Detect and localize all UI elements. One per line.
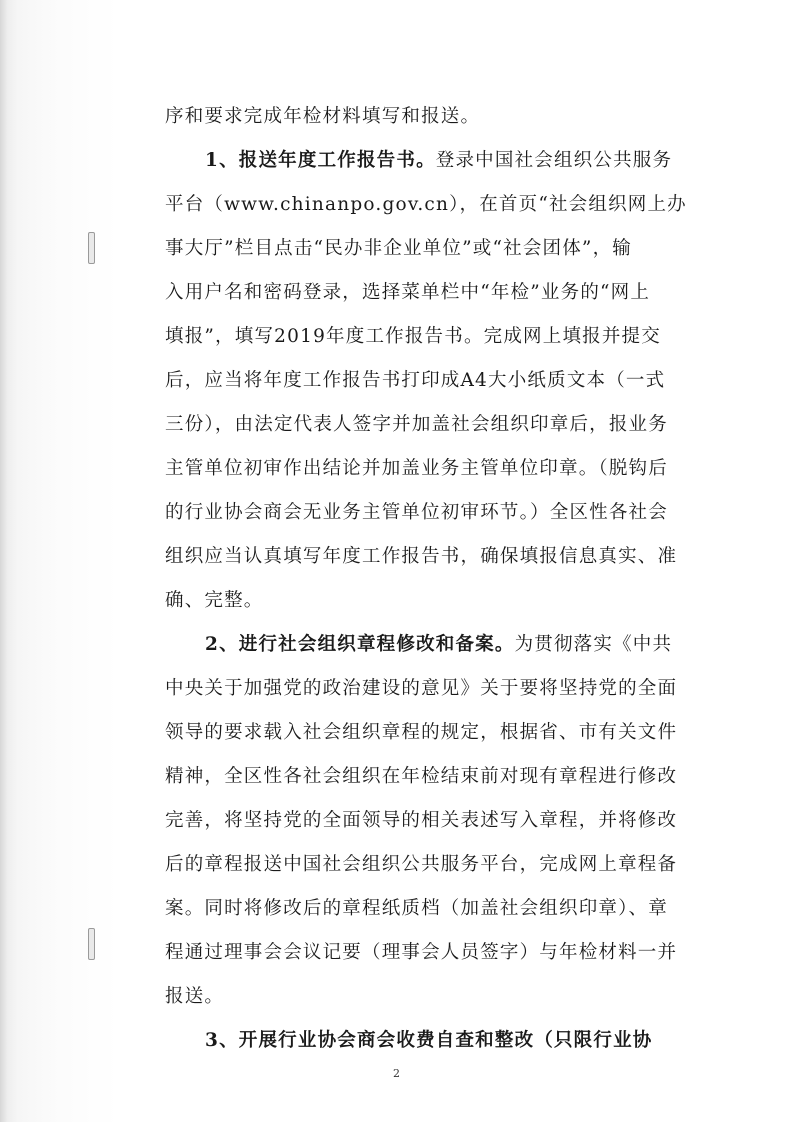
- text-line: 报送。: [165, 986, 225, 1007]
- text-line: 三份），由法定代表人签字并加盖社会组织印章后，报业务: [165, 414, 668, 435]
- text-line: 为贯彻落实《中共: [514, 634, 673, 655]
- text-line: 后，应当将年度工作报告书打印成A4大小纸质文本（一式: [165, 370, 666, 391]
- text-line: 领导的要求载入社会组织章程的规定，根据省、市有关文件: [165, 722, 678, 743]
- text-line: 填报”，填写2019年度工作报告书。完成网上填报并提交: [165, 326, 661, 347]
- paragraph-3-first-line: [165, 1019, 735, 1063]
- text-line: 程通过理事会会议记要（理事会人员签字）与年检材料一并: [165, 942, 678, 963]
- text-line: 组织应当认真填写年度工作报告书，确保填报信息真实、准: [165, 546, 678, 567]
- section-heading-2: 2、进行社会组织章程修改和备案。: [205, 634, 515, 655]
- section-heading-1: 1、报送年度工作报告书。: [205, 150, 436, 171]
- text-line: 精神，全区性各社会组织在年检结束前对现有章程进行修改: [165, 766, 678, 787]
- text-line: 序和要求完成年检材料填写和报送。: [165, 106, 481, 127]
- page-number: 2: [393, 1067, 400, 1080]
- text-line: 案。同时将修改后的章程纸质档（加盖社会组织印章）、章: [165, 898, 668, 919]
- staple-top: [88, 232, 95, 264]
- text-line: 完善，将坚持党的全面领导的相关表述写入章程，并将修改: [165, 810, 678, 831]
- binding-shadow: [0, 0, 8, 1122]
- text-line: 的行业协会商会无业务主管单位初审环节。）全区性各社会: [165, 502, 668, 523]
- text-line: 入用户名和密码登录，选择菜单栏中“年检”业务的“网上: [165, 282, 651, 303]
- text-line: 确、完整。: [165, 590, 264, 611]
- paragraph-2-first-line: [165, 623, 735, 667]
- section-heading-3: 3、开展行业协会商会收费自查和整改（只限行业协: [205, 1030, 653, 1051]
- text-line: 中央关于加强党的政治建设的意见》关于要将坚持党的全面: [165, 678, 678, 699]
- staple-bottom: [88, 928, 95, 960]
- text-line: 后的章程报送中国社会组织公共服务平台，完成网上章程备: [165, 854, 678, 875]
- paragraph-1-first-line: [165, 139, 735, 183]
- text-line: 主管单位初审作出结论并加盖业务主管单位印章。（脱钩后: [165, 458, 668, 479]
- document-body: [165, 95, 735, 1063]
- text-line: 事大厅”栏目点击“民办非企业单位”或“社会团体”，输: [165, 238, 632, 259]
- text-line: 登录中国社会组织公共服务: [435, 150, 673, 171]
- text-line: 平台（www.chinanpo.gov.cn），在首页“社会组织网上办: [165, 194, 687, 215]
